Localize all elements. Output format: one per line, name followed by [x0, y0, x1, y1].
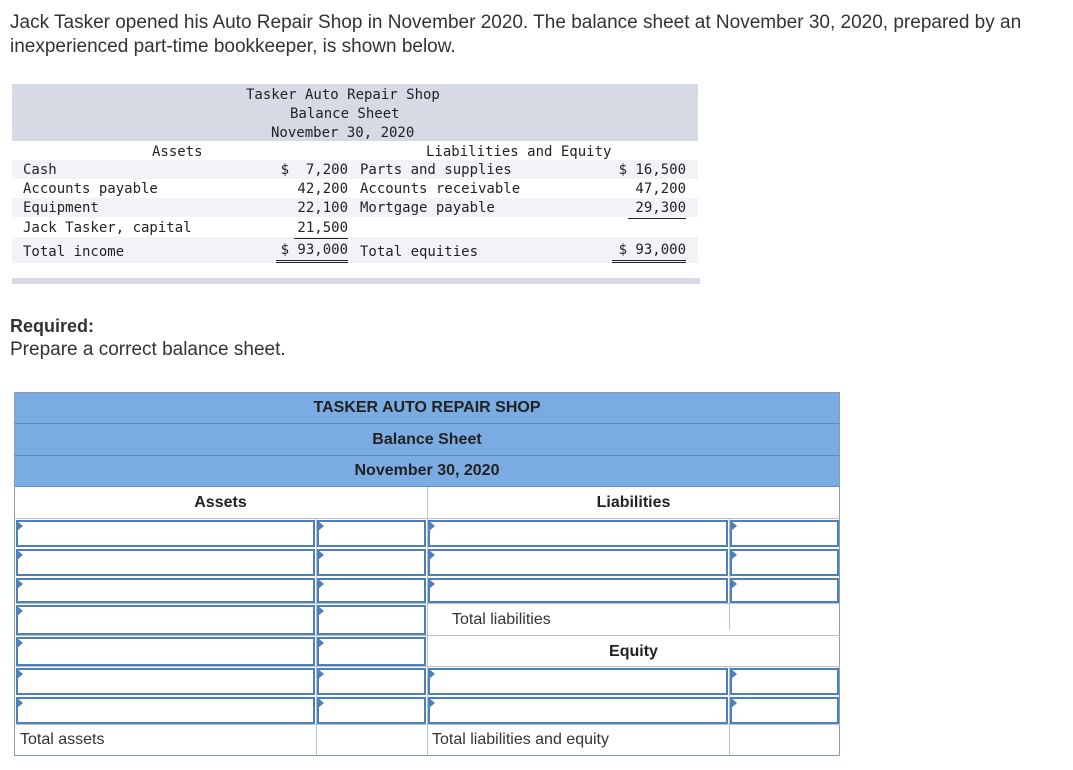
total-liabilities-equity-label: Total liabilities and equity: [432, 731, 609, 748]
old-left-label: Cash: [23, 162, 57, 178]
equity-name-input[interactable]: [428, 668, 728, 695]
asset-amount-input[interactable]: [317, 520, 426, 547]
old-sheet-footer-band: [12, 278, 700, 284]
asset-amount-input[interactable]: [317, 697, 426, 724]
asset-name-input[interactable]: [16, 549, 315, 576]
row-divider: [14, 666, 840, 667]
row-divider: [14, 518, 840, 519]
asset-name-input[interactable]: [16, 697, 315, 724]
worksheet-subtitle: Balance Sheet: [14, 424, 840, 456]
old-left-value: 42,200: [297, 181, 348, 197]
asset-amount-input[interactable]: [317, 549, 426, 576]
old-left-total-value: $ 93,000: [276, 241, 348, 263]
old-right-label: Accounts receivable: [360, 181, 521, 197]
liability-amount-input[interactable]: [730, 578, 839, 603]
liability-name-input[interactable]: [428, 520, 728, 547]
asset-amount-input[interactable]: [317, 637, 426, 666]
equity-heading: Equity: [609, 643, 658, 660]
required-text: Prepare a correct balance sheet.: [10, 339, 286, 360]
old-left-label: Jack Tasker, capital: [23, 220, 192, 236]
row-band: [12, 198, 698, 217]
worksheet-title: TASKER AUTO REPAIR SHOP: [14, 392, 840, 424]
total-assets-label: Total assets: [20, 731, 105, 748]
old-sheet-title: Tasker Auto Repair Shop: [246, 87, 440, 103]
worksheet-date: November 30, 2020: [14, 456, 840, 487]
asset-amount-input[interactable]: [317, 668, 426, 695]
row-band: [12, 160, 698, 179]
old-right-label: Parts and supplies: [360, 162, 512, 178]
row-divider: [14, 603, 840, 604]
old-left-value: $ 7,200: [280, 162, 348, 178]
equity-amount-input[interactable]: [730, 697, 839, 724]
old-left-total-label: Total income: [23, 244, 125, 260]
balance-sheet-worksheet: [14, 392, 840, 756]
liability-name-input[interactable]: [428, 549, 728, 576]
old-sheet-subtitle: Balance Sheet: [290, 106, 400, 122]
required-heading: Required:: [10, 316, 95, 336]
total-liabilities-label: Total liabilities: [452, 611, 551, 628]
old-sheet-date: November 30, 2020: [271, 125, 415, 141]
asset-name-input[interactable]: [16, 578, 315, 603]
liabilities-heading: Liabilities: [596, 494, 671, 511]
assets-heading: Assets: [194, 494, 247, 511]
asset-amount-input[interactable]: [317, 605, 426, 635]
asset-name-input[interactable]: [16, 605, 315, 635]
asset-amount-input[interactable]: [317, 578, 426, 603]
asset-name-input[interactable]: [16, 668, 315, 695]
equity-amount-input[interactable]: [730, 668, 839, 695]
liability-amount-input[interactable]: [730, 520, 839, 547]
old-right-total-label: Total equities: [360, 244, 479, 260]
old-left-label: Equipment: [23, 200, 99, 216]
incorrect-balance-sheet: [12, 84, 698, 284]
asset-name-input[interactable]: [16, 520, 315, 547]
liability-name-input[interactable]: [428, 578, 728, 603]
old-left-value: 22,100: [297, 200, 348, 216]
row-divider: [14, 724, 840, 725]
equity-name-input[interactable]: [428, 697, 728, 724]
old-assets-header: Assets: [152, 144, 203, 160]
asset-name-input[interactable]: [16, 637, 315, 666]
old-right-value: 47,200: [635, 181, 686, 197]
old-left-label: Accounts payable: [23, 181, 158, 197]
old-right-label: Mortgage payable: [360, 200, 495, 216]
old-right-value: $ 16,500: [618, 162, 686, 178]
old-liab-header: Liabilities and Equity: [426, 144, 612, 160]
old-right-total-value: $ 93,000: [612, 241, 686, 263]
old-left-value: 21,500: [294, 219, 348, 239]
problem-intro: Jack Tasker opened his Auto Repair Shop in November 2020. The balance sheet at November 30, 2020, prepared by an inexperienced part-time bookkeeper, is shown below.: [10, 12, 1022, 57]
liability-amount-input[interactable]: [730, 549, 839, 576]
old-right-value: 29,300: [628, 199, 686, 219]
row-divider: [14, 635, 840, 636]
